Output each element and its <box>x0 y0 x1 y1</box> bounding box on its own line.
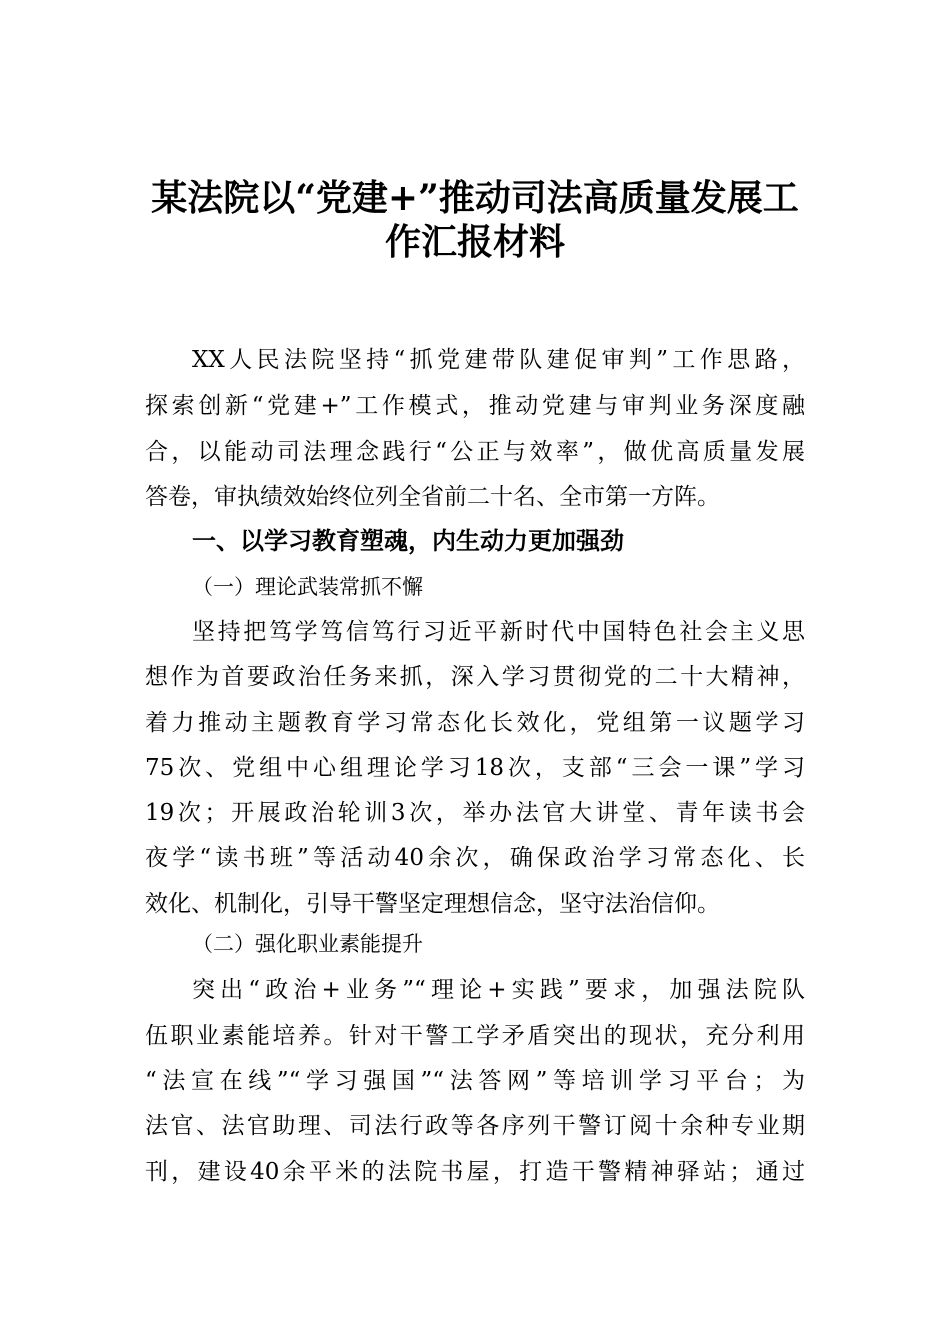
sub1-line-1: 坚持把笃学笃信笃行习近平新时代中国特色社会主义思 <box>192 619 805 645</box>
sub1-line-6: 夜学“读书班”等活动40余次，确保政治学习常态化、长 <box>145 845 805 871</box>
intro-line-4: 答卷，审执绩效始终位列全省前二十名、全市第一方阵。 <box>145 484 720 510</box>
sub1-line-3: 着力推动主题教育学习常态化长效化，党组第一议题学习 <box>145 710 805 736</box>
sub1-line-5: 19次；开展政治轮训3次，举办法官大讲堂、青年读书会 <box>145 800 805 826</box>
sub2-line-1: 突出“政治+业务”“理论+实践”要求，加强法院队 <box>192 977 805 1003</box>
sub1-line-2: 想作为首要政治任务来抓，深入学习贯彻党的二十大精神， <box>145 664 805 690</box>
section-1-heading: 一、以学习教育塑魂，内生动力更加强劲 <box>192 527 624 555</box>
sub2-line-3: “法宣在线”“学习强国”“法答网”等培训学习平台；为 <box>145 1068 805 1094</box>
subsection-2-heading: （二）强化职业素能提升 <box>192 932 423 956</box>
sub2-line-2: 伍职业素能培养。针对干警工学矛盾突出的现状，充分利用 <box>145 1023 805 1049</box>
sub2-line-5: 刊，建设40余平米的法院书屋，打造干警精神驿站；通过 <box>145 1159 805 1185</box>
document-title-line-1: 某法院以“党建+”推动司法高质量发展工 <box>151 177 799 219</box>
subsection-1-heading: （一）理论武装常抓不懈 <box>192 575 423 599</box>
sub2-line-4: 法官、法官助理、司法行政等各序列干警订阅十余种专业期 <box>145 1113 805 1139</box>
sub1-line-7: 效化、机制化，引导干警坚定理想信念，坚守法治信仰。 <box>145 891 720 917</box>
intro-line-2: 探索创新“党建+”工作模式，推动党建与审判业务深度融 <box>145 393 805 419</box>
document-title-line-2: 作汇报材料 <box>384 221 565 263</box>
intro-line-3: 合，以能动司法理念践行“公正与效率”，做优高质量发展 <box>145 439 805 465</box>
sub1-line-4: 75次、党组中心组理论学习18次，支部“三会一课”学习 <box>145 755 805 781</box>
intro-line-1: XX人民法院坚持“抓党建带队建促审判”工作思路， <box>192 347 805 373</box>
